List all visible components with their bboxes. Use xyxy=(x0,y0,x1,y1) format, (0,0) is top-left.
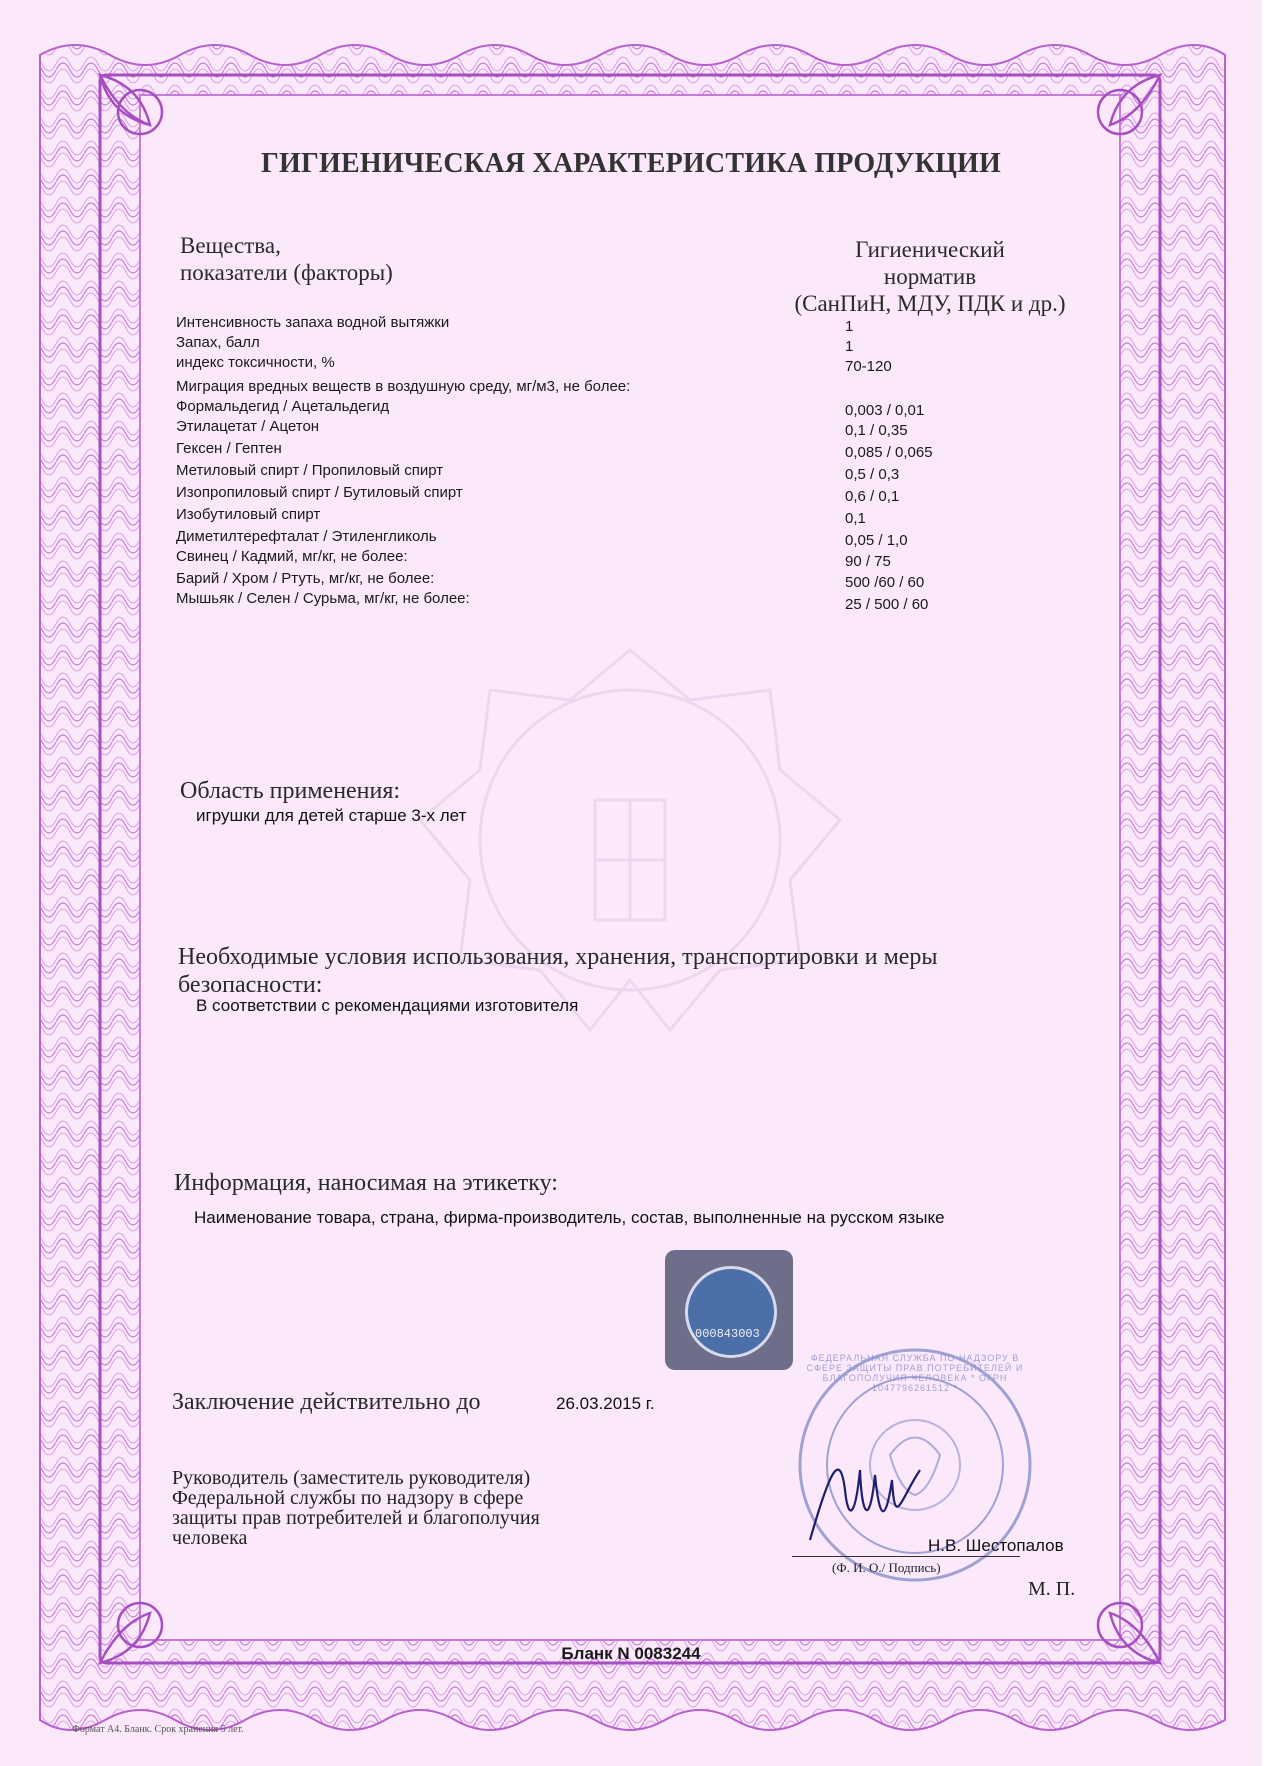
hologram-sticker xyxy=(665,1250,793,1370)
indicator-label: Мышьяк / Селен / Сурьма, мг/кг, не более: xyxy=(176,590,470,607)
indicator-label: Формальдегид / Ацетальдегид xyxy=(176,398,390,415)
stamp-place-mark: М. П. xyxy=(1028,1578,1076,1600)
application-heading: Область применения: xyxy=(180,778,401,804)
label-info-value: Наименование товара, страна, фирма-производитель, состав, выполненные на русском языке xyxy=(194,1208,945,1227)
validity-label: Заключение действительно до xyxy=(172,1389,481,1415)
conditions-heading-line1: Необходимые условия использования, хранения, транспортировки и меры xyxy=(178,944,938,970)
indicator-value: 500 /60 / 60 xyxy=(845,574,925,591)
signature-caption: (Ф. И. О./ Подпись) xyxy=(832,1560,941,1575)
indicator-value: 70-120 xyxy=(845,358,892,375)
header-norm-line3: (СанПиН, МДУ, ПДК и др.) xyxy=(794,291,1066,316)
hologram-seal-icon xyxy=(685,1266,777,1358)
indicator-label: Диметилтерефталат / Этиленгликоль xyxy=(176,528,437,545)
validity-date: 26.03.2015 г. xyxy=(556,1394,655,1413)
document-title: ГИГИЕНИЧЕСКАЯ ХАРАКТЕРИСТИКА ПРОДУКЦИИ xyxy=(260,148,1002,179)
indicator-label: Метиловый спирт / Пропиловый спирт xyxy=(176,462,444,479)
indicator-label: Барий / Хром / Ртуть, мг/кг, не более: xyxy=(176,570,435,587)
handwritten-signature xyxy=(800,1430,930,1560)
indicator-label: Гексен / Гептен xyxy=(176,440,282,457)
indicator-value: 0,085 / 0,065 xyxy=(845,444,933,461)
indicator-label: Изопропиловый спирт / Бутиловый спирт xyxy=(176,484,463,501)
indicator-value: 0,5 / 0,3 xyxy=(845,466,900,483)
header-norm-line2: норматив xyxy=(883,264,977,289)
indicator-value: 25 / 500 / 60 xyxy=(845,596,929,613)
indicator-value: 0,05 / 1,0 xyxy=(845,532,908,549)
indicator-label: Запах, балл xyxy=(176,334,260,351)
indicator-label: Миграция вредных веществ в воздушную среду, мг/м3, не более: xyxy=(176,378,631,395)
signatory-line1: Руководитель (заместитель руководителя) xyxy=(172,1467,531,1489)
header-norm-line1: Гигиенический xyxy=(855,237,1005,262)
signatory-line3: защиты прав потребителей и благополучия xyxy=(172,1507,540,1529)
indicator-value: 0,6 / 0,1 xyxy=(845,488,900,505)
header-substances-line2: показатели (факторы) xyxy=(180,260,393,285)
indicator-value: 0,003 / 0,01 xyxy=(845,402,925,419)
header-norm xyxy=(740,236,1120,317)
indicator-label: индекс токсичности, % xyxy=(176,354,335,371)
header-substances-line1: Вещества, xyxy=(180,233,281,258)
stamp-text: ФЕДЕРАЛЬНАЯ СЛУЖБА ПО НАДЗОРУ В СФЕРЕ ЗАЩИТЫ ПРАВ ПОТРЕБИТЕЛЕЙ И БЛАГОПОЛУЧИЯ ЧЕЛОВЕКА * ОГРН 1047796261512 * xyxy=(806,1353,1024,1393)
signatory-line4: человека xyxy=(172,1527,248,1549)
indicator-value: 1 xyxy=(845,338,854,355)
indicator-value: 0,1 xyxy=(845,510,866,527)
hologram-number: 000843003 xyxy=(695,1327,760,1341)
signatory-line2: Федеральной службы по надзору в сфере xyxy=(172,1487,524,1509)
indicator-label: Этилацетат / Ацетон xyxy=(176,418,320,435)
conditions-heading-line2: безопасности: xyxy=(178,972,323,998)
indicator-value: 1 xyxy=(845,318,854,335)
indicator-label: Свинец / Кадмий, мг/кг, не более: xyxy=(176,548,408,565)
indicator-value: 90 / 75 xyxy=(845,553,891,570)
blank-number: Бланк N 0083244 xyxy=(561,1644,701,1663)
conditions-value: В соответствии с рекомендациями изготовителя xyxy=(196,996,579,1015)
signatory-name: Н.В. Шестопалов xyxy=(928,1536,1064,1555)
indicator-label: Изобутиловый спирт xyxy=(176,506,321,523)
header-substances xyxy=(180,232,393,286)
footer-note: Формат А4. Бланк. Срок хранения 5 лет. xyxy=(72,1724,244,1735)
indicator-value: 0,1 / 0,35 xyxy=(845,422,908,439)
signatory-title xyxy=(172,1468,540,1548)
application-value: игрушки для детей старше 3-х лет xyxy=(196,806,467,825)
indicator-label: Интенсивность запаха водной вытяжки xyxy=(176,314,450,331)
signature-line xyxy=(792,1556,1020,1557)
label-info-heading: Информация, наносимая на этикетку: xyxy=(174,1170,558,1196)
